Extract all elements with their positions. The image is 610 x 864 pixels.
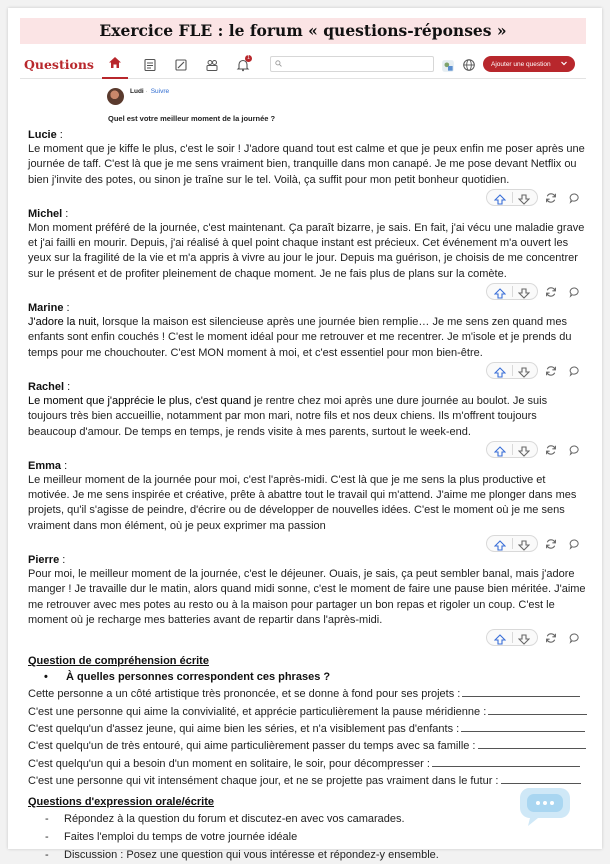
forum-topbar: [20, 51, 586, 79]
add-question-label: Ajouter une question: [491, 60, 551, 68]
home-icon[interactable]: [102, 56, 128, 79]
answer-block: [28, 128, 588, 207]
answer-block: [28, 553, 588, 647]
answer-text: [28, 142, 588, 188]
expression-tasks: [28, 810, 588, 864]
vote-pill: [486, 629, 538, 646]
search-input[interactable]: [285, 58, 431, 70]
vote-pill: [486, 535, 538, 552]
list-icon[interactable]: [143, 58, 157, 72]
answer-text: [28, 221, 588, 282]
vote-divider: [512, 286, 513, 297]
expression-task: - Faites l'emploi du temps de votre journée idéale: [28, 828, 588, 846]
vote-divider: [512, 192, 513, 203]
answer-blank[interactable]: [488, 705, 587, 715]
title-band: [20, 18, 586, 44]
upvote-icon[interactable]: [494, 632, 506, 650]
author-colon: :: [56, 129, 63, 141]
author-name: Marine: [28, 302, 64, 315]
answer-text: [28, 567, 588, 628]
question-author: Ludi · Suivre: [130, 88, 170, 95]
answer-block: [28, 207, 588, 301]
worksheet-page: [8, 8, 602, 861]
answer-author: [28, 128, 588, 142]
vote-pill: [486, 283, 538, 300]
prompt-text: C'est quelqu'un qui a besoin d'un moment en solitaire, le soir, pour décompresser :: [28, 757, 430, 770]
author-colon: :: [59, 554, 66, 567]
chevron-down-icon: [560, 59, 568, 67]
forum-brand-logo[interactable]: Questions: [24, 57, 94, 72]
answer-actions: [28, 628, 588, 647]
expression-task: - Discussion : Posez une question qui vous intéresse et répondez-y ensemble.: [28, 846, 588, 864]
forum-question: Quel est votre meilleur moment de la journée ?: [108, 114, 276, 123]
answer-author: [28, 380, 588, 394]
author-name: Michel: [28, 207, 63, 220]
answer-body: Le moment que je kiffe le plus, c'est le soir ! J'adore quand tout est calme et que je peux enfin me poser après une journée de taff. C'est là que je me sens vraiment bien, tranquille dans mon canapé. Je me pose devant Netflix ou bien j'invite des potes, ou sinon je traîne sur le tel. Voilà, ça suffit pour mon petit bonheur quotidien.: [28, 143, 585, 186]
author-colon: :: [61, 459, 68, 472]
vote-divider: [512, 632, 513, 643]
prompt-text: C'est une personne qui vit intensément chaque jour, et ne se projette pas vraiment dans le futur :: [28, 775, 499, 788]
poster-name[interactable]: Ludi: [130, 88, 144, 95]
vote-divider: [512, 538, 513, 549]
answer-actions: [28, 361, 588, 380]
add-question-button[interactable]: [483, 56, 575, 72]
answer-lead: J'adore la nuit,: [28, 316, 100, 329]
answer-actions: [28, 440, 588, 459]
search-icon: [275, 60, 282, 67]
people-icon[interactable]: [205, 58, 219, 72]
vote-divider: [512, 444, 513, 455]
answer-body: Le meilleur moment de la journée pour moi, c'est l'après-midi. C'est là que je me sens la plus productive et motivée. Je me sens inspirée et créative, prête à abattre tout le travail qui m'attend. J'aime me plonger dans mes projets, qu'il s'agisse de peindre, d'écrire ou de développer de nouvelles idées. C'est le moment où je me sens vraiment dans mon élément, où je peux exprimer ma passion: [28, 473, 577, 532]
comprehension-instruction: [28, 669, 588, 686]
author-name: Emma: [28, 459, 62, 472]
follow-link[interactable]: Suivre: [150, 88, 170, 95]
comprehension-prompts: [28, 686, 588, 790]
prompt-text: C'est quelqu'un de très entouré, qui aime particulièrement passer du temps avec sa famille :: [28, 740, 476, 753]
answer-actions: [28, 534, 588, 553]
answer-author: [28, 459, 588, 473]
share-icon[interactable]: [545, 631, 557, 649]
globe-icon[interactable]: [462, 58, 476, 72]
vote-pill: [486, 189, 538, 206]
edit-icon[interactable]: [174, 58, 188, 72]
comprehension-prompt: [28, 756, 588, 773]
comprehension-title: Question de compréhension écrite: [28, 655, 209, 668]
worksheet-content: [28, 128, 588, 864]
answer-actions: [28, 282, 588, 301]
comprehension-question: À quelles personnes correspondent ces phrases ?: [66, 671, 331, 684]
answer-body: Mon moment préféré de la journée, c'est maintenant. Ça paraît bizarre, je sais. En fait, j'ai vécu une maladie grave et j'ai failli en mourir. Depuis, j'ai réalisé à quel point chaque instant est précieux. Cet événement m'a ouvert les yeux sur la fragilité de la vie et m'a appris à vivre au jour le jour. Depuis ma guérison, je choisis de me concentrer sur le présent et de profiter pleinement de chaque moment. Je ne fais plus de plans sur la comète.: [28, 221, 585, 280]
answer-body: je rentre chez moi après une dure journée au boulot. Je suis toujours très bien accueillie, notamment par mon mari, notre fils et nos deux chiens. Ils m'offrent toujours beaucoup d'amour. De temps en temps, je rends visite à mes parents, surtout le week-end.: [28, 394, 548, 438]
answer-block: [28, 459, 588, 553]
answer-blank[interactable]: [462, 687, 580, 697]
search-box[interactable]: [270, 56, 434, 72]
answer-body: Pour moi, le meilleur moment de la journée, c'est le déjeuner. Ouais, je sais, ça peut sembler banal, mais j'adore manger ! Je travaille dur le matin, alors quand midi sonne, c'est le moment de faire une pause bien méritée. J'aime me retrouver avec mes potes au resto ou à la maison pour partager un bon repas et rigoler un coup. C'est le moment où je recharge mes batteries avant de repartir dans l'après-midi.: [28, 568, 586, 626]
answer-author: [28, 553, 588, 567]
prompt-text: Cette personne a un côté artistique très prononcée, et se donne à fond pour ses projets :: [28, 688, 461, 701]
answer-actions: [28, 188, 588, 207]
prompt-text: C'est quelqu'un d'assez jeune, qui aime bien les séries, et n'a visiblement pas d'enfants :: [28, 723, 460, 736]
answer-block: [28, 301, 588, 380]
answer-body: lorsque la maison est silencieuse après une journée bien remplie… Je me sens zen quand mes enfants sont enfin couchés ! C'est le moment idéal pour me retrouver et me recentrer. Je m'isole et je prends du temps pour me chouchouter. C'est MON moment à moi, et c'est essentiel pour mon bien-être.: [28, 316, 572, 359]
answer-text: [28, 473, 588, 534]
answer-blank[interactable]: [478, 739, 586, 749]
comprehension-prompt: [28, 721, 588, 738]
author-colon: :: [63, 302, 70, 315]
author-colon: :: [62, 207, 69, 220]
author-name: Lucie: [28, 129, 57, 141]
comprehension-prompt: [28, 686, 588, 703]
answer-author: [28, 301, 588, 315]
answer-text: [28, 394, 588, 440]
vote-pill: [486, 441, 538, 458]
answer-blank[interactable]: [461, 722, 585, 732]
downvote-icon[interactable]: [518, 632, 530, 650]
expression-title: Questions d'expression orale/écrite: [28, 795, 215, 808]
answers-list: [28, 128, 588, 647]
vote-divider: [512, 365, 513, 376]
expression-task: - Répondez à la question du forum et discutez-en avec vos camarades.: [28, 810, 588, 828]
notifications-button[interactable]: [236, 55, 250, 72]
vote-pill: [486, 362, 538, 379]
author-name: Rachel: [28, 380, 65, 393]
notification-badge: 1: [245, 55, 252, 62]
avatar[interactable]: [107, 88, 124, 105]
answer-block: [28, 380, 588, 459]
page-title: Exercice FLE : le forum « questions-réponses »: [99, 21, 507, 40]
question-card: [20, 81, 586, 126]
answer-lead: Le moment que j'apprécie le plus, c'est quand: [28, 394, 252, 407]
comment-icon[interactable]: [569, 631, 581, 649]
comprehension-prompt: [28, 738, 588, 755]
speech-bubble-icon: [516, 782, 574, 828]
profile-thumbnail-icon[interactable]: [441, 59, 455, 73]
comprehension-prompt: [28, 704, 588, 721]
answer-text: [28, 315, 588, 361]
answer-blank[interactable]: [432, 757, 580, 767]
author-name: Pierre: [28, 554, 60, 567]
author-colon: :: [64, 380, 71, 393]
prompt-text: C'est une personne qui aime la convivialité, et apprécie particulièrement la pause méridienne :: [28, 705, 487, 718]
answer-author: [28, 207, 588, 221]
comprehension-prompt: [28, 773, 588, 790]
